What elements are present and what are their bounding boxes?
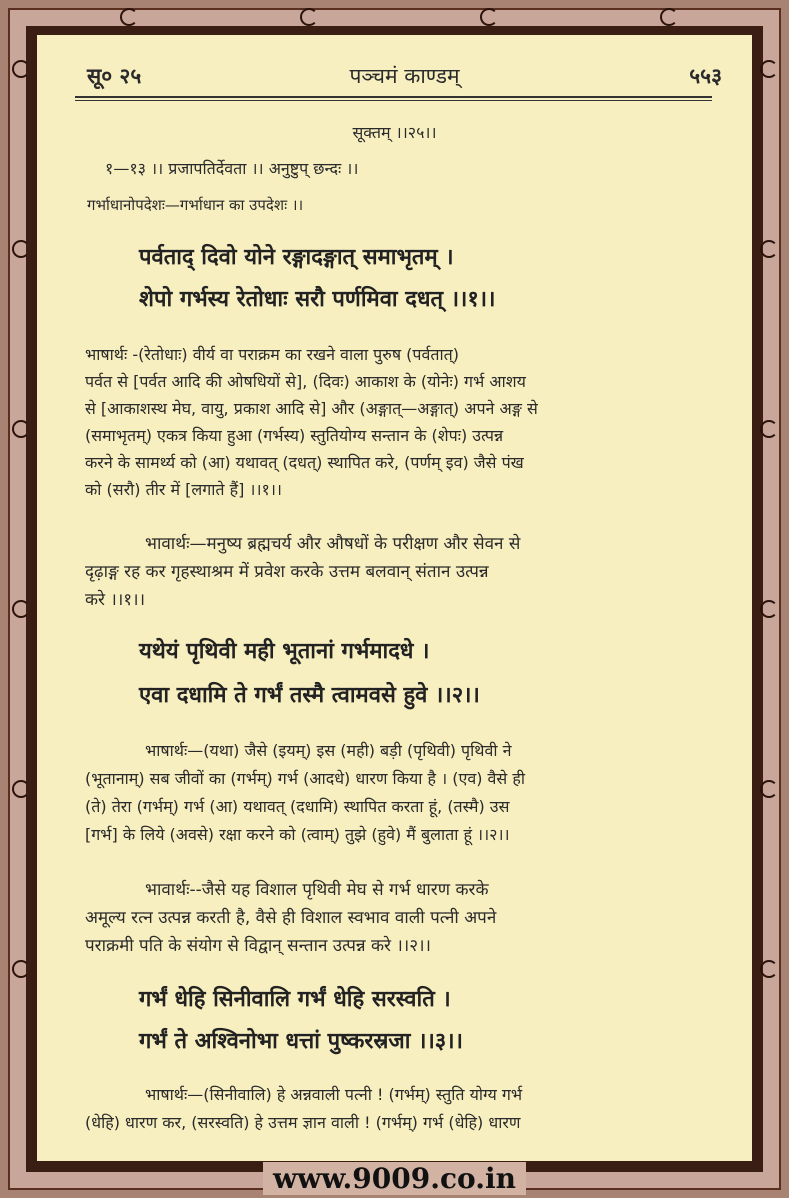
page-header <box>87 62 722 92</box>
ornament-curl-icon <box>12 960 30 978</box>
bhavartha-1-line: भावार्थः—मनुष्य ब्रह्मचर्य और औषधों के परीक्षण और सेवन से <box>145 534 521 554</box>
ornament-curl-icon <box>12 420 30 438</box>
bhashartha-1-line: (समाभृतम्) एकत्र किया हुआ (गर्भस्य) स्तुतियोग्य सन्तान के (शेपः) उत्पन्न <box>85 426 504 445</box>
mantra-2-line-1: यथेयं पृथिवी मही भूतानां गर्भमादधे । <box>139 638 430 664</box>
bhashartha-2-line: [गर्भ] के लिये (अवसे) रक्षा करने को (त्वाम्) तुझे (हुवे) मैं बुलाता हूं ।।२।। <box>85 825 510 844</box>
bhashartha-1-line: करने के सामर्थ्य को (आ) यथावत् (दधत्) स्थापित करे, (पर्णम् इव) जैसे पंख <box>85 453 524 472</box>
deity-meter-line: १—१३ ।। प्रजापतिर्देवता ।। अनुष्टुप् छन्दः ।। <box>105 159 359 178</box>
header-rule-thin <box>75 100 712 101</box>
bhashartha-2-line: (ते) तेरा (गर्भम्) गर्भ (आ) यथावत् (दधामि) स्थापित करता हूं, (तस्मै) उस <box>85 797 510 816</box>
scripture-page <box>37 35 752 1161</box>
ornament-curl-icon <box>12 600 30 618</box>
header-rule <box>75 96 712 98</box>
ornament-curl-icon <box>760 780 778 798</box>
sukta-title: सूक्तम् ।।२५।। <box>352 123 437 142</box>
upadesh-line: गर्भाधानोपदेशः—गर्भाधान का उपदेशः ।। <box>87 196 304 214</box>
bhavartha-2-line: पराक्रमी पति के संयोग से विद्वान् सन्तान उत्पन्न करे ।।२।। <box>85 936 431 956</box>
page-number: ५५३ <box>689 63 722 88</box>
sukta-number: सू० २५ <box>87 63 142 88</box>
footer-bar <box>0 1160 789 1198</box>
ornament-curl-icon <box>12 240 30 258</box>
mantra-3-line-2: गर्भं ते अश्विनोभा धत्तां पुष्करस्रजा ।।३।। <box>139 1028 463 1054</box>
bhavartha-1-line: करे ।।१।। <box>85 590 146 610</box>
bhashartha-1-line: से [आकाशस्थ मेघ, वायु, प्रकाश आदि से] और (अङ्गात्—अङ्गात्) अपने अङ्ग से <box>85 399 538 418</box>
bhavartha-1-line: दृढ़ाङ्ग रह कर गृहस्थाश्रम में प्रवेश करके उत्तम बलवान् संतान उत्पन्न <box>85 562 489 582</box>
bhashartha-2-line: (भूतानाम्) सब जीवों का (गर्भम्) गर्भ (आदधे) धारण किया है । (एव) वैसे ही <box>85 769 525 788</box>
ornament-curl-icon <box>120 8 138 26</box>
bhavartha-2-line: भावार्थः--जैसे यह विशाल पृथिवी मेघ से गर्भ धारण करके <box>145 880 489 900</box>
bhavartha-2-line: अमूल्य रत्न उत्पन्न करती है, वैसे ही विशाल स्वभाव वाली पत्नी अपने <box>85 908 497 928</box>
ornament-curl-icon <box>300 8 318 26</box>
mantra-3-line-1: गर्भं धेहि सिनीवालि गर्भं धेहि सरस्वति । <box>139 986 451 1012</box>
bhashartha-1-line: भाषार्थः -(रेतोधाः) वीर्य वा पराक्रम का रखने वाला पुरुष (पर्वतात्) <box>85 345 460 364</box>
ornament-curl-icon <box>660 8 678 26</box>
ornament-curl-icon <box>480 8 498 26</box>
ornament-curl-icon <box>12 780 30 798</box>
ornament-curl-icon <box>760 600 778 618</box>
ornament-curl-icon <box>12 60 30 78</box>
ornament-curl-icon <box>760 60 778 78</box>
mantra-1-line-1: पर्वताद् दिवो योने रङ्गादङ्गात् समाभृतम् । <box>139 244 454 270</box>
ornament-curl-icon <box>760 420 778 438</box>
mantra-1-line-2: शेपो गर्भस्य रेतोधाः सरौ पर्णमिवा दधत् ।।१।। <box>139 286 496 312</box>
bhashartha-3-line: (धेहि) धारण कर, (सरस्वति) हे उत्तम ज्ञान वाली ! (गर्भम्) गर्भ (धेहि) धारण <box>85 1113 521 1132</box>
kanda-title: पञ्चमं काण्डम् <box>349 64 460 88</box>
bhashartha-3-line: भाषार्थः—(सिनीवालि) हे अन्नवाली पत्नी ! (गर्भम्) स्तुति योग्य गर्भ <box>145 1085 523 1104</box>
bhashartha-2-line: भाषार्थः—(यथा) जैसे (इयम्) इस (मही) बड़ी (पृथिवी) पृथिवी ने <box>145 741 512 760</box>
bhashartha-1-line: को (सरौ) तीर में [लगाते हैं] ।।१।। <box>85 480 282 499</box>
ornament-curl-icon <box>760 240 778 258</box>
ornament-curl-icon <box>760 960 778 978</box>
website-link[interactable]: www.9009.co.in <box>263 1162 526 1195</box>
bhashartha-1-line: पर्वत से [पर्वत आदि की ओषधियों से], (दिवः) आकाश के (योनेः) गर्भ आशय <box>85 372 526 391</box>
mantra-2-line-2: एवा दधामि ते गर्भं तस्मै त्वामवसे हुवे ।।२।। <box>139 682 480 708</box>
